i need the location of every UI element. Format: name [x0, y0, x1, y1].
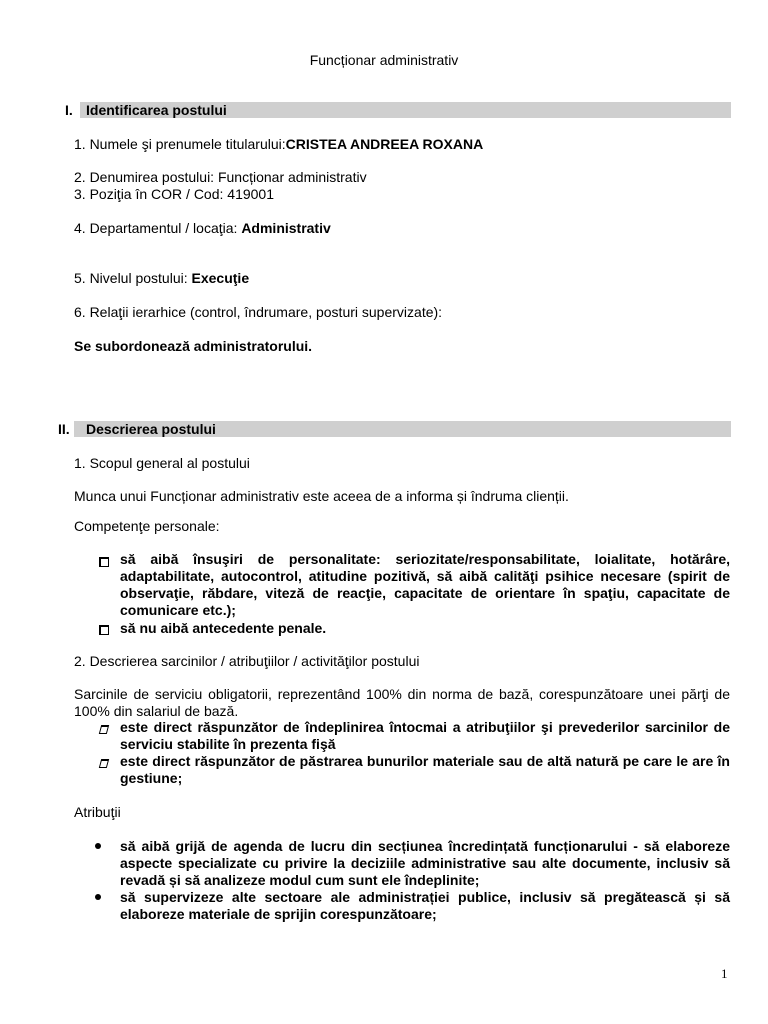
- item-4: [74, 220, 331, 237]
- page-number: 1: [721, 966, 728, 981]
- checkbox-bullet-icon: [99, 759, 109, 768]
- attribution-item-2: să supervizeze alte sectoare ale administrației publice, inclusiv să pregătească și să elaboreze materiale de sprijin corespunzătoare;: [120, 889, 730, 922]
- item-6: 6. Relaţii ierarhice (control, îndrumare, posturi supervizate):: [74, 304, 443, 320]
- tasks-text: Sarcinile de serviciu obligatorii, reprezentând 100% din norma de bază, corespunzătoare unei părţi de 100% din salariul de bază.: [74, 686, 730, 719]
- checkbox-bullet-icon: [99, 557, 109, 567]
- section-1-title: Identificarea postului: [86, 102, 227, 118]
- section-1-number: I.: [65, 102, 73, 118]
- section-2-title: Descrierea postului: [86, 421, 216, 437]
- subordination-text: Se subordonează administratorului.: [74, 338, 313, 354]
- item-3: 3. Poziţia în COR / Cod: 419001: [74, 186, 274, 202]
- task-item-2: este direct răspunzător de păstrarea bunurilor materiale sau de altă natură pe care le are în gestiune;: [120, 753, 730, 786]
- attribution-item-1: să aibă grijă de agenda de lucru din secțiunea încredințată funcționarului - să elaboreze aspecte specializate cu privire la deciziile administrative sau alte documente, inclusiv să revadă și să analizeze modul cum sunt ele îndeplinite;: [120, 838, 730, 888]
- item-1: [74, 136, 483, 153]
- competence-item-2: să nu aibă antecedente penale.: [120, 620, 327, 636]
- competence-heading: Competenţe personale:: [74, 518, 220, 534]
- item-5-label: 5. Nivelul postului:: [74, 270, 192, 286]
- competence-item-1: să aibă însuşiri de personalitate: seriozitate/responsabilitate, loialitate, hotărâre, adaptabilitate, autocontrol, atitudine pozitivă, să aibă calităţi psihice necesare (spirit de observaţie, răbdare, viteză de reacţie, capacitate de orientare în spaţiu, capacitate de comunicare etc.);: [120, 551, 730, 618]
- item-5: [74, 270, 249, 287]
- tasks-heading: 2. Descrierea sarcinilor / atribuţiilor / activităţilor postului: [74, 653, 420, 669]
- attributions-heading: Atribuţii: [74, 804, 121, 820]
- item-4-value: Administrativ: [241, 220, 331, 236]
- bullet-icon: [95, 843, 101, 849]
- checkbox-bullet-icon: [99, 625, 109, 635]
- scope-text: Munca unui Funcționar administrativ este aceea de a informa și îndruma clienții.: [74, 488, 569, 504]
- checkbox-bullet-icon: [99, 725, 109, 734]
- scope-heading: 1. Scopul general al postului: [74, 455, 250, 471]
- page-title: Funcționar administrativ: [309, 52, 459, 68]
- bullet-icon: [95, 894, 101, 900]
- item-1-value: CRISTEA ANDREEA ROXANA: [285, 136, 484, 152]
- task-item-1: este direct răspunzător de îndeplinirea întocmai a atribuţiilor şi prevederilor sarcinilor de serviciu stabilite în prezenta fişă: [120, 719, 730, 752]
- item-4-label: 4. Departamentul / locaţia:: [74, 220, 242, 236]
- item-2: 2. Denumirea postului: Funcționar administrativ: [74, 169, 367, 185]
- item-5-value: Execuţie: [191, 270, 250, 286]
- item-1-label: 1. Numele şi prenumele titularului:: [74, 136, 286, 152]
- section-2-number: II.: [58, 421, 70, 437]
